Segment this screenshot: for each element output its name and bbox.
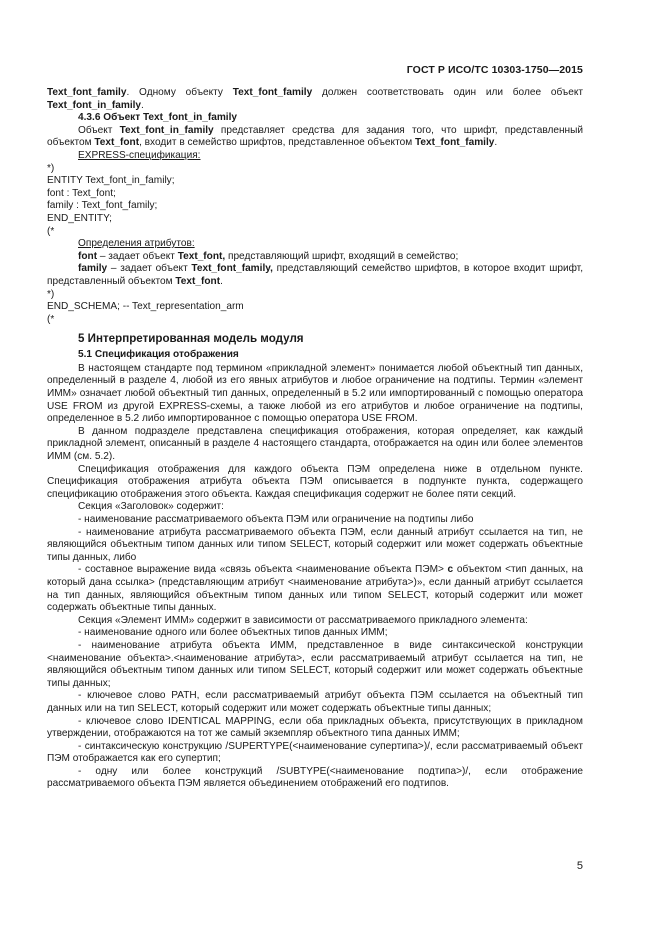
paragraph-header-section: Секция «Заголовок» содержит: <box>78 501 224 513</box>
section-heading-5-1: 5.1 Спецификация отображения <box>78 349 239 361</box>
text-run: объектом <тип данных, на который дана ссылка> (представляющим атрибут <наименование атрибута>)», если данный атрибут ссылается на тип данных, являющийся объектным типом данных или типом SELECT, который содержит или может содержать объектные типы данных. <box>47 564 583 614</box>
list-item: - наименование атрибута объекта ИММ, представленное в виде синтаксической конструкции <наименование объекта>.<наименование атрибута>, если рассматриваемый атрибут ссылается на тип, не являющийся объектным типом данных или типом SELECT, который содержит или может содержать объектные типы данных; <box>47 639 583 689</box>
list-item: - одну или более конструкций /SUBTYPE(<наименование подтипа>)/, если отображение рассматриваемого объекта ПЭМ является объединением отображений его подтипов. <box>47 765 583 790</box>
code-line: font : Text_font; <box>47 187 116 199</box>
list-item: - ключевое слово IDENTICAL MAPPING, если оба прикладных объекта, присутствующих в прикладном утверждении, отображаются на тот же самый экземпляр объектного типа данных ИММ; <box>47 715 583 740</box>
standard-designation-header: ГОСТ Р ИСО/ТС 10303-1750—2015 <box>406 64 583 76</box>
express-spec-label <box>47 150 583 163</box>
list-item: - наименование рассматриваемого объекта ПЭМ или ограничение на подтипы либо <box>78 514 474 525</box>
express-spec-text: EXPRESS-спецификация: <box>78 149 201 161</box>
code-line: family : Text_font_family; <box>47 200 158 212</box>
code-line: (* <box>47 313 55 325</box>
paragraph-imm-section: Секция «Элемент ИММ» содержит в зависимости от рассматриваемого прикладного элемента: <box>78 614 528 626</box>
list-item: - ключевое слово PATH, если рассматриваемый атрибут объекта ПЭМ ссылается на объектный тип данных или на тип SELECT, который содержит или может содержать объектные типы данных; <box>47 690 583 714</box>
text-run: представляет средства для задания того, что шрифт, представленный объектом <box>47 124 583 149</box>
term-text-font: Text_font <box>175 275 221 287</box>
paragraph-intro <box>47 87 583 112</box>
code-line: END_ENTITY; <box>47 212 112 224</box>
list-item: - наименование одного или более объектных типов данных ИММ; <box>78 627 388 639</box>
attribute-family-definition <box>47 263 583 288</box>
code-line: ENTITY Text_font_in_family; <box>47 175 175 187</box>
section-heading-4-3-6: 4.3.6 Объект Text_font_in_family <box>78 112 238 124</box>
text-run: должен соответствовать один или более объект <box>312 87 583 98</box>
page-number: 5 <box>576 860 583 872</box>
term-text-font-in-family: Text_font_in_family <box>119 124 214 136</box>
text-run: – задает объект <box>107 263 192 275</box>
text-run: представляющий шрифт, входящий в семейство; <box>225 250 459 262</box>
text-run: . <box>141 99 144 111</box>
text-run: . <box>494 137 498 149</box>
code-line: (* <box>47 225 55 237</box>
term-text-font: Text_font <box>94 137 140 149</box>
text-run: . <box>220 275 223 287</box>
list-item: - наименование атрибута рассматриваемого объекта ПЭМ, если данный атрибут ссылается на тип, не являющийся объектным типом данных или типом SELECT, который содержит или может содержать объектные типы данных, либо <box>47 526 583 563</box>
list-item: - синтаксическую конструкцию /SUPERTYPE(<наименование супертипа>)/, если рассматриваемый объект ПЭМ отображается как его супертип; <box>47 740 583 765</box>
attribute-name-font: font <box>78 250 98 262</box>
code-line: *) <box>47 162 55 174</box>
paragraph-subsection-purpose: В данном подразделе представлена спецификация отображения, которая определяет, как каждый прикладной элемент, описанный в разделе 4 настоящего стандарта, отображается на один или более элементов ИММ (см. 5.2). <box>47 425 583 463</box>
text-run: - составное выражение вида «связь объекта <наименование объекта ПЭМ> <box>78 564 448 576</box>
keyword-c: с <box>447 564 454 576</box>
text-run: Объект <box>78 124 120 136</box>
list-item <box>47 564 583 614</box>
text-run: , входит в семейство шрифтов, представленное объектом <box>139 137 415 149</box>
code-line: END_SCHEMA; -- Text_representation_arm <box>47 301 244 313</box>
section-heading-5: 5 Интерпретированная модель модуля <box>78 332 304 346</box>
text-run: – задает объект <box>97 250 178 262</box>
paragraph-terms: В настоящем стандарте под термином «прикладной элемент» понимается любой объектный тип данных, определенный в разделе 4, любой из его явных атрибутов и любое ограничение на подтипы. Термин «элемент ИММ» означает любой объектный тип данных, определенный в 5.2 или импортированный с помощью оператора USE FROM из другой EXPRESS-схемы, а также любой из его атрибутов и любое ограничение на подтипы, определенное в 5.2 либо импортированное с помощью оператора USE FROM. <box>47 362 583 425</box>
term-text-font: Text_font, <box>177 250 226 262</box>
attribute-font-definition <box>47 251 583 264</box>
paragraph-spec-structure: Спецификация отображения для каждого объекта ПЭМ определена ниже в отдельном пункте. Спецификация отображения атрибута объекта ПЭМ описывается в подпункте пункта, содержащего спецификацию отображения этого объекта. Каждая спецификация содержит не более пяти секций. <box>47 463 583 500</box>
attribute-name-family: family <box>78 263 108 275</box>
term-text-font-family: Text_font_family <box>232 87 313 98</box>
paragraph-object-description <box>47 125 583 150</box>
term-text-font-in-family: Text_font_in_family <box>47 99 142 111</box>
text-run: . Одному объекту <box>126 87 233 98</box>
term-text-font-family: Text_font_family <box>414 137 495 149</box>
term-text-font-family: Text_font_family, <box>191 263 273 275</box>
text-run: представляющий семейство шрифтов, в которое входит шрифт, представленный объектом <box>47 263 583 287</box>
term-text-font-family: Text_font_family <box>47 87 127 98</box>
code-line: *) <box>47 288 55 300</box>
attribute-definitions-text: Определения атрибутов: <box>78 238 195 250</box>
document-body <box>47 87 583 791</box>
attribute-definitions-label <box>47 238 583 251</box>
